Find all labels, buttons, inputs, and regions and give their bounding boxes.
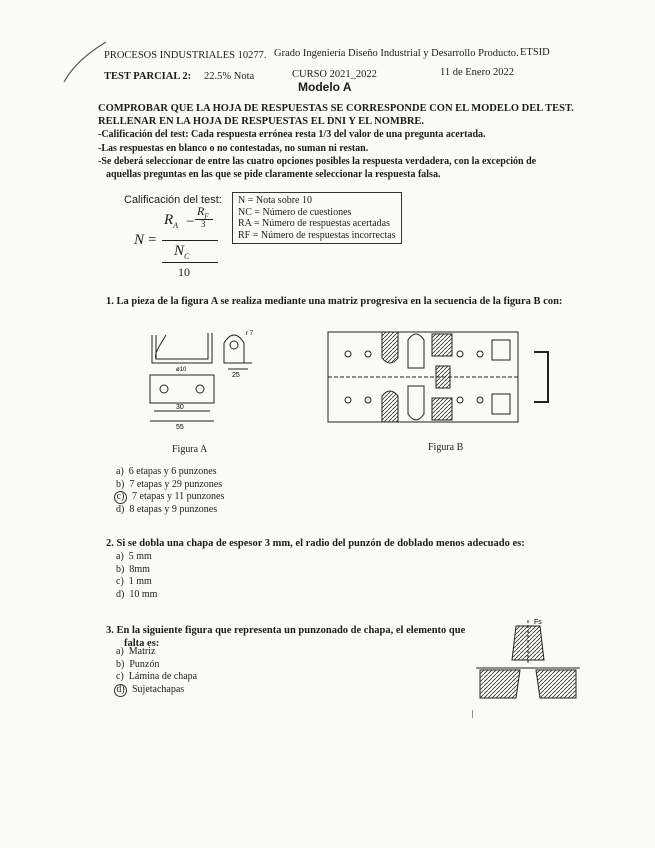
- question-3-line-2: falta es:: [124, 638, 160, 649]
- header-school: ETSID: [520, 47, 550, 58]
- grading-label: Calificación del test:: [124, 194, 222, 206]
- fig-a-dim-30: 30: [176, 404, 184, 411]
- figure-a-drawing: [132, 325, 282, 435]
- question-2-text: 2. Si se dobla una chapa de espesor 3 mm, el radio del punzón de doblado menos adecuado es:: [106, 538, 525, 549]
- legend-line: RA = Número de respuestas acertadas: [238, 218, 390, 229]
- formula-n: N: [134, 232, 145, 248]
- q3-option-a[interactable]: a) Matriz: [116, 646, 156, 657]
- punching-figure-drawing: [472, 618, 582, 718]
- answer-circle-mark: c): [114, 491, 127, 504]
- header-weight: 22.5% Nota: [204, 71, 255, 82]
- instruction-line-5: -Se deberá seleccionar de entre las cuatro opciones posibles la respuesta verdadera, con la excepción de: [98, 156, 537, 167]
- header-date: 11 de Enero 2022: [440, 67, 514, 78]
- instruction-line-1: COMPROBAR QUE LA HOJA DE RESPUESTAS SE CORRESPONDE CON EL MODELO DEL TEST.: [98, 103, 574, 114]
- punch-force-label: Fs: [534, 619, 542, 626]
- figure-b-caption: Figura B: [428, 442, 464, 453]
- header-test: TEST PARCIAL 2:: [104, 71, 192, 82]
- fig-a-dim-phi: ø10: [176, 367, 187, 373]
- formula-rf: $R_F$: [197, 204, 209, 221]
- fig-a-dim-r: r 7: [246, 331, 254, 337]
- q3-option-c[interactable]: c) Lámina de chapa: [116, 671, 198, 682]
- instruction-line-6: aquellas preguntas en las que se pide claramente seleccionar la respuesta falsa.: [106, 169, 441, 180]
- header-model: Modelo A: [298, 80, 352, 94]
- fig-a-dim-55: 55: [176, 424, 184, 431]
- q2-option-d[interactable]: d) 10 mm: [116, 588, 158, 600]
- instruction-line-3: -Calificación del test: Cada respuesta errónea resta 1/3 del valor de una pregunta acertada.: [98, 129, 486, 140]
- instruction-line-2: RELLENAR EN LA HOJA DE RESPUESTAS EL DNI Y EL NOMBRE.: [98, 116, 425, 127]
- header-course: PROCESOS INDUSTRIALES 10277.: [104, 50, 267, 61]
- formula-ra: $R_A$: [164, 212, 179, 230]
- grading-legend: [232, 192, 402, 244]
- q1-option-d[interactable]: d) 8 etapas y 9 punzones: [116, 504, 218, 515]
- grading-formula: N = $R_A$ − $R_F$ 3 $N_C$ 10: [134, 210, 224, 280]
- q1-option-c[interactable]: c) 7 etapas y 11 punzones: [116, 491, 224, 504]
- question-3-line-1: 3. En la siguiente figura que representa un punzonado de chapa, el elemento que: [106, 625, 466, 636]
- figure-b-drawing: [320, 318, 570, 438]
- q2-option-c[interactable]: c) 1 mm: [116, 576, 152, 587]
- q1-option-a[interactable]: a) 6 etapas y 6 punzones: [116, 466, 217, 477]
- question-1-text: 1. La pieza de la figura A se realiza mediante una matriz progresiva en la secuencia de la figura B con:: [106, 296, 563, 307]
- instruction-line-4: -Las respuestas en blanco o no contestadas, no suman ni restan.: [98, 143, 369, 154]
- header-degree: Grado Ingeniería Diseño Industrial y Desarrollo Producto.: [274, 48, 519, 59]
- q1-option-b[interactable]: b) 7 etapas y 29 punzones: [116, 478, 223, 490]
- q3-option-d[interactable]: d) Sujetachapas: [116, 684, 197, 697]
- q3-option-b[interactable]: b) Punzón: [116, 658, 160, 670]
- figure-a-caption: Figura A: [172, 444, 208, 455]
- fig-a-dim-25: 25: [232, 372, 240, 379]
- q2-option-a[interactable]: a) 5 mm: [116, 551, 152, 562]
- legend-line: RF = Número de respuestas incorrectas: [238, 229, 396, 241]
- legend-line: NC = Número de cuestiones: [238, 206, 352, 218]
- q2-option-b[interactable]: b) 8mm: [116, 563, 150, 575]
- formula-nc: $N_C$: [174, 243, 190, 261]
- legend-line: N = Nota sobre 10: [238, 195, 312, 206]
- answer-circle-mark: d): [114, 684, 127, 697]
- question-1-options: [116, 466, 224, 517]
- header-year: CURSO 2021_2022: [292, 69, 377, 80]
- question-2-options: [116, 551, 157, 601]
- question-3-options: [116, 646, 197, 697]
